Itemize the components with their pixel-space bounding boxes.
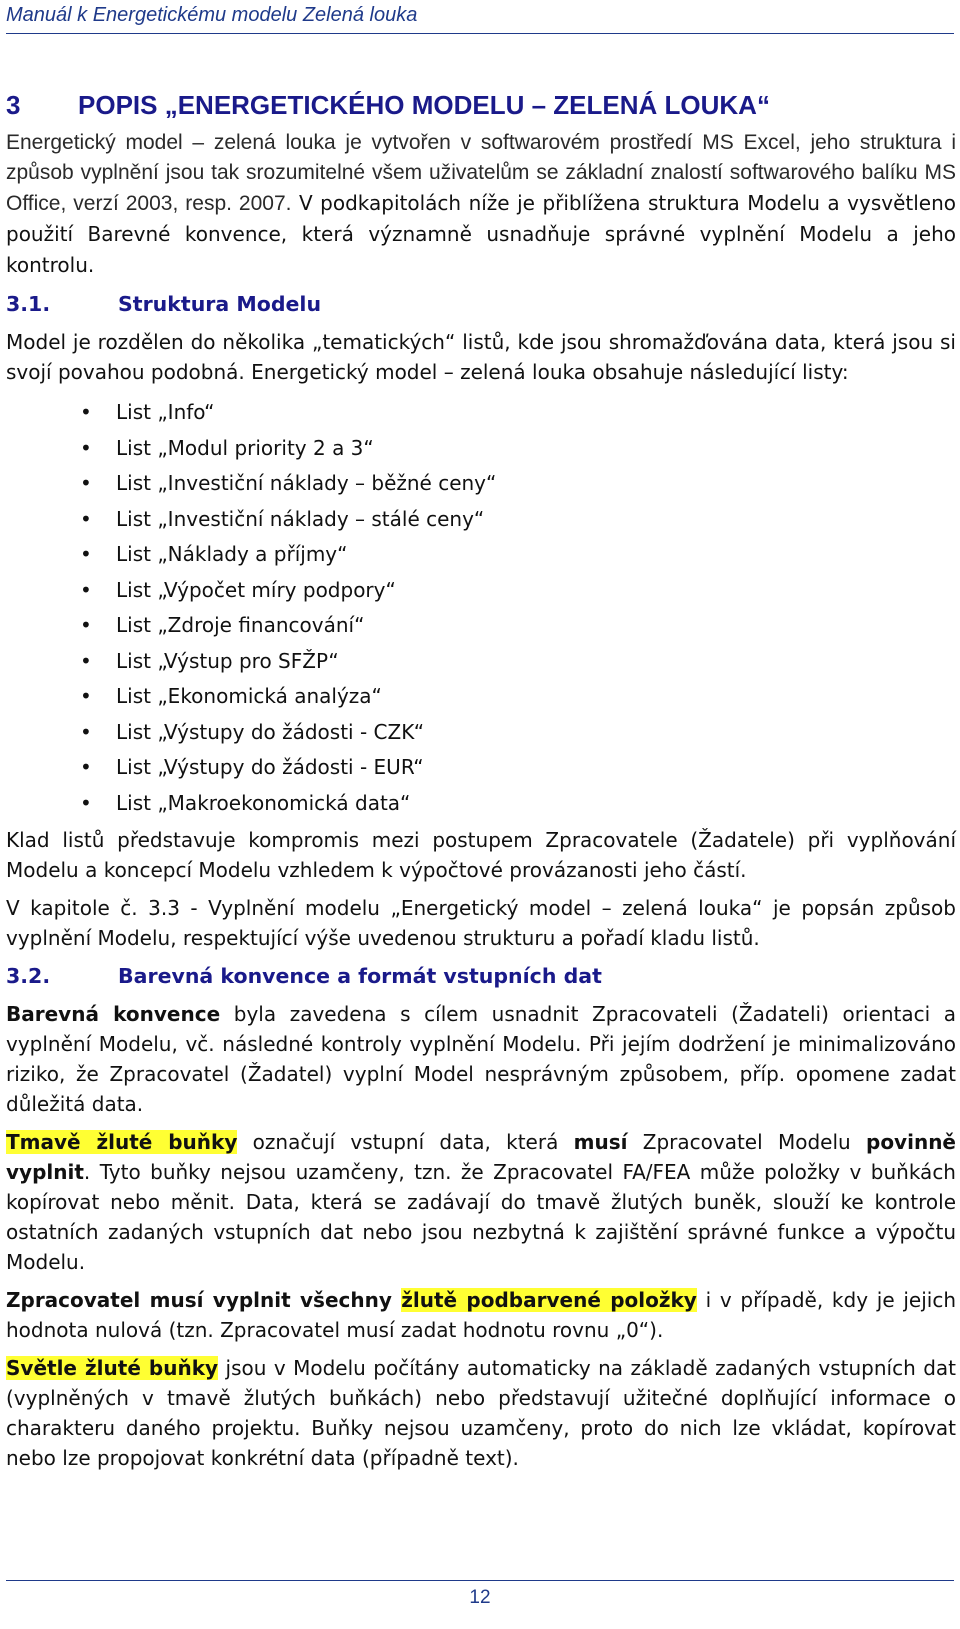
section-3-heading bbox=[6, 88, 956, 122]
bullet-icon: • bbox=[80, 471, 92, 495]
bullet-icon: • bbox=[80, 790, 92, 815]
list-item-label: List „Výstup pro SFŽP“ bbox=[116, 648, 339, 673]
yellow-items-term: žlutě podbarvené položky bbox=[401, 1288, 697, 1312]
list-item-label: List „Náklady a příjmy“ bbox=[116, 542, 348, 566]
section-3-2-paragraph-1 bbox=[6, 999, 956, 1119]
list-item bbox=[6, 679, 956, 715]
list-item-label: List „Zdroje financování“ bbox=[116, 613, 365, 637]
bullet-icon: • bbox=[80, 577, 92, 602]
running-header-title: Manuál k Energetickému modelu Zelená louka bbox=[6, 4, 418, 26]
section-3-2-paragraph-4 bbox=[6, 1353, 956, 1473]
paragraph-text: i v případě, kdy je jejich hodnota nulová (tzn. Zpracovatel musí zadat hodnotu rovnu „0“). bbox=[6, 1288, 956, 1342]
section-3-2-title: Barevná konvence a formát vstupních dat bbox=[118, 964, 602, 988]
list-item bbox=[6, 715, 956, 751]
section-3-2-paragraph-3 bbox=[6, 1285, 956, 1345]
list-item bbox=[6, 466, 956, 502]
bullet-icon: • bbox=[80, 435, 92, 460]
list-item-label: List „Ekonomická analýza“ bbox=[116, 684, 382, 708]
list-item bbox=[6, 537, 956, 573]
list-item bbox=[6, 644, 956, 680]
sheet-list bbox=[6, 395, 956, 821]
color-convention-term: Barevná konvence bbox=[6, 1002, 221, 1026]
paragraph-text: jsou v Modelu počítány automaticky na základě zadaných vstupních dat (vyplněných v tmavě žlutých buňkách) nebo představují užitečné doplňující informace o charakteru daného projektu. Buňky nejsou uzamčeny, proto do nich lze vkládat, kopírovat nebo lze propojovat konkrétní data (případně text). bbox=[6, 1356, 956, 1470]
list-item-label: List „Info“ bbox=[116, 400, 215, 424]
list-item bbox=[6, 395, 956, 431]
list-item bbox=[6, 502, 956, 538]
section-3-1-title: Struktura Modelu bbox=[118, 292, 322, 316]
list-item bbox=[6, 431, 956, 467]
section-3-2-paragraph-2 bbox=[6, 1127, 956, 1277]
bullet-icon: • bbox=[80, 400, 92, 424]
list-item bbox=[6, 786, 956, 822]
list-item-label: List „Výstupy do žádosti - CZK“ bbox=[116, 719, 425, 744]
paragraph-text: . Tyto buňky nejsou uzamčeny, tzn. že Zpracovatel FA/FEA může položky v buňkách kopírovat nebo měnit. Data, která se zadávají do tmavě žlutých buněk, slouží ke kontrole ostatních zadaných vstupních dat nebo jsou nezbytná k zajištění správné funkce a výpočtu Modelu. bbox=[6, 1160, 956, 1274]
bullet-icon: • bbox=[80, 719, 92, 744]
list-item-label: List „Makroekonomická data“ bbox=[116, 790, 411, 815]
section-3-title: POPIS „ENERGETICKÉHO MODELU – ZELENÁ LOUKA“ bbox=[78, 90, 770, 120]
list-item-label: List „Investiční náklady – běžné ceny“ bbox=[116, 471, 497, 495]
running-header bbox=[6, 4, 954, 34]
page-number: 12 bbox=[469, 1587, 491, 1608]
bullet-icon: • bbox=[80, 542, 92, 566]
paragraph-text: označují vstupní data, která bbox=[237, 1130, 574, 1154]
section-3-intro-cont: V podkapitolách níže je přiblížena struktura Modelu a vysvětleno použití Barevné konvence, která významně usnadňuje správné vyplnění Modelu a jeho kontrolu. bbox=[6, 191, 957, 277]
section-3-2-number: 3.2. bbox=[6, 964, 51, 988]
list-item bbox=[6, 750, 956, 786]
section-3-intro bbox=[6, 128, 956, 281]
section-3-intro-text: Energetický model – zelená louka je vytvořen v softwarovém prostředí MS Excel, jeho struktura i způsob vyplnění jsou tak srozumitelné všem uživatelům se základní znalostí softwarového balíku MS Office, verzí 2003, resp. 2007. bbox=[6, 131, 956, 215]
page-content bbox=[6, 88, 956, 1481]
emphasis-text: Zpracovatel musí vyplnit všechny bbox=[6, 1288, 402, 1312]
section-3-number: 3 bbox=[6, 90, 21, 120]
bullet-icon: • bbox=[80, 613, 92, 637]
section-3-1-paragraph-2: Klad listů představuje kompromis mezi postupem Zpracovatele (Žadatele) při vyplňování Modelu a koncepcí Modelu vzhledem k výpočtové provázanosti jeho částí. bbox=[6, 828, 956, 882]
emphasis-text: povinně vyplnit bbox=[6, 1130, 956, 1184]
section-3-1-paragraph-3: V kapitole č. 3.3 - Vyplnění modelu „Energetický model – zelená louka“ je popsán způsob vyplnění Modelu, respektující výše uvedenou strukturu a pořadí kladu listů. bbox=[6, 896, 956, 950]
section-3-2-heading bbox=[6, 961, 956, 991]
list-item-label: List „Výpočet míry podpory“ bbox=[116, 577, 396, 602]
bullet-icon: • bbox=[80, 506, 92, 531]
list-item-label: List „Investiční náklady – stálé ceny“ bbox=[116, 506, 485, 531]
list-item bbox=[6, 573, 956, 609]
paragraph-text: byla zavedena s cílem usnadnit Zpracovateli (Žadateli) orientaci a vyplnění Modelu, vč. následné kontroly vyplnění Modelu. Při jejím dodržení je minimalizováno riziko, že Zpracovatel (Žadatel) vyplní Model nesprávným způsobem, příp. opomene zadat důležitá data. bbox=[6, 1002, 956, 1116]
list-item-label: List „Výstupy do žádosti - EUR“ bbox=[116, 755, 424, 779]
page-footer bbox=[6, 1580, 954, 1609]
bullet-icon: • bbox=[80, 684, 92, 708]
bullet-icon: • bbox=[80, 648, 92, 673]
emphasis-text: musí bbox=[573, 1130, 628, 1154]
dark-yellow-cells-term: Tmavě žluté buňky bbox=[6, 1130, 238, 1154]
paragraph-text: Zpracovatel Modelu bbox=[627, 1130, 866, 1154]
bullet-icon: • bbox=[80, 755, 92, 779]
section-3-1-paragraph-1: Model je rozdělen do několika „tematických“ listů, kde jsou shromažďována data, která jsou si svojí povahou podobná. Energetický model – zelená louka obsahuje následující listy: bbox=[6, 330, 956, 384]
list-item bbox=[6, 608, 956, 644]
list-item-label: List „Modul priority 2 a 3“ bbox=[116, 435, 374, 460]
section-3-1-number: 3.1. bbox=[6, 292, 51, 316]
light-yellow-cells-term: Světle žluté buňky bbox=[6, 1356, 219, 1380]
section-3-1-heading bbox=[6, 289, 956, 319]
